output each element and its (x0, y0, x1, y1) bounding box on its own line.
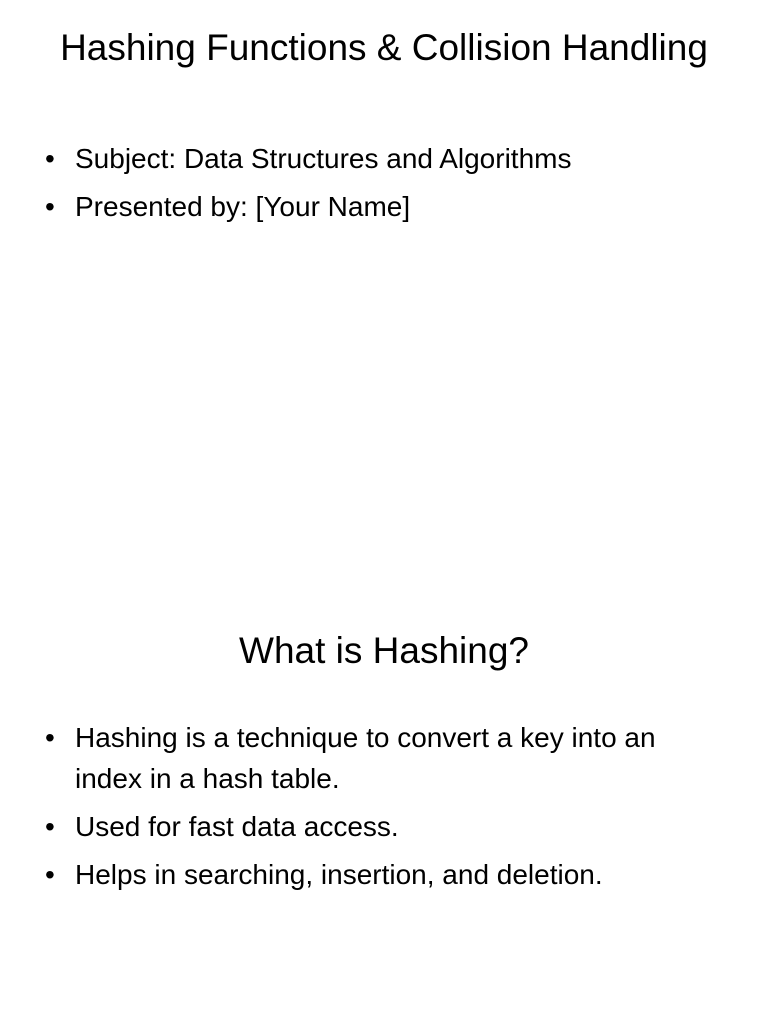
bullet-text: Helps in searching, insertion, and deletion. (75, 859, 603, 890)
bullet-item (40, 138, 730, 179)
bullet-list (40, 138, 730, 234)
bullet-dot-icon: • (45, 859, 55, 890)
bullet-text: Hashing is a technique to convert a key into an index in a hash table. (75, 722, 656, 794)
bullet-text: Subject: Data Structures and Algorithms (75, 143, 572, 174)
bullet-dot-icon: • (45, 191, 55, 222)
bullet-item (40, 806, 730, 847)
slide-title: What is Hashing? (239, 630, 529, 671)
slide-2 (0, 512, 768, 1024)
bullet-item (40, 186, 730, 227)
bullet-text: Used for fast data access. (75, 811, 399, 842)
bullet-item (40, 854, 730, 895)
bullet-text: Presented by: [Your Name] (75, 191, 411, 222)
slide-title: Hashing Functions & Collision Handling (60, 27, 708, 68)
bullet-dot-icon: • (45, 722, 55, 753)
bullet-item (40, 717, 730, 799)
bullet-list (40, 717, 730, 902)
bullet-dot-icon: • (45, 811, 55, 842)
bullet-dot-icon: • (45, 143, 55, 174)
